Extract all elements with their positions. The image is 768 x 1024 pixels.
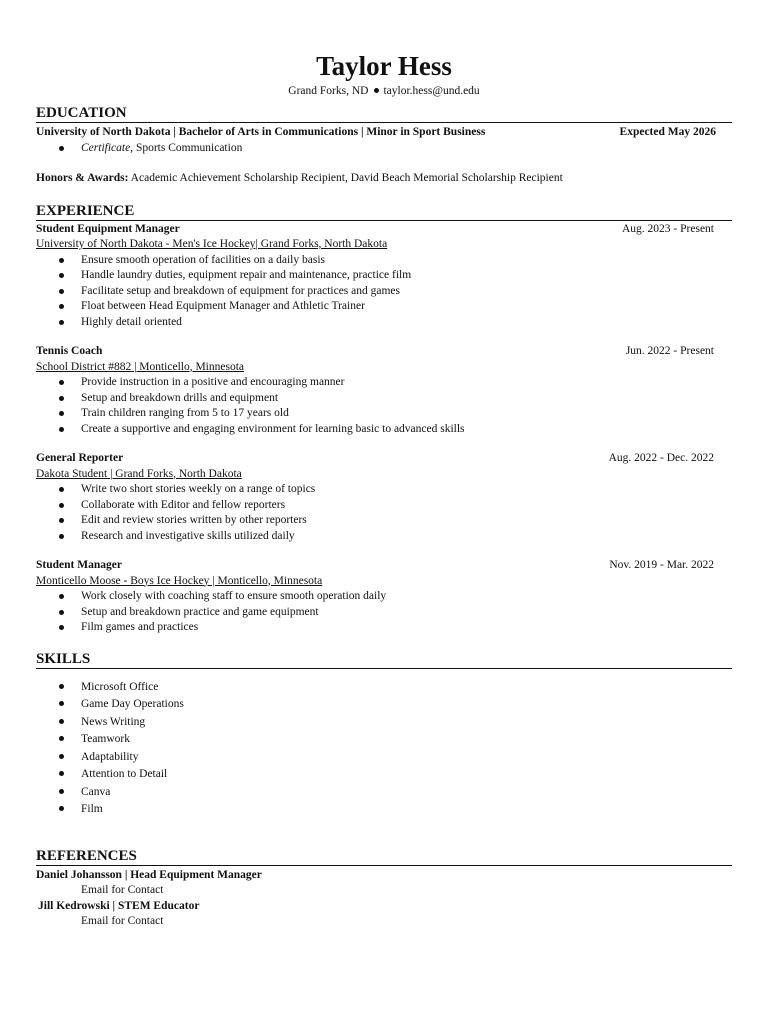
list-item: Handle laundry duties, equipment repair and maintenance, practice film <box>36 268 732 284</box>
bullet-dot-icon <box>374 88 379 93</box>
list-item: Game Day Operations <box>36 696 732 714</box>
email-text: taylor.hess@und.edu <box>383 85 480 97</box>
list-item: Facilitate setup and breakdown of equipment for practices and games <box>36 284 732 300</box>
list-item: Ensure smooth operation of facilities on a daily basis <box>36 253 732 269</box>
list-item: Film games and practices <box>36 620 732 636</box>
list-item: Microsoft Office <box>36 679 732 697</box>
education-date: Expected May 2026 <box>619 126 716 138</box>
reference-name: Daniel Johansson | Head Equipment Manager <box>36 868 262 881</box>
experience-jobs <box>36 222 732 636</box>
education-list <box>36 141 732 157</box>
list-item: Create a supportive and engaging environment for learning basic to advanced skills <box>36 422 732 438</box>
list-item: Provide instruction in a positive and encouraging manner <box>36 375 732 391</box>
list-item: Attention to Detail <box>36 766 732 784</box>
list-item: News Writing <box>36 714 732 732</box>
job-entry <box>36 222 732 331</box>
list-item: Highly detail oriented <box>36 315 732 331</box>
reference-contact: Email for Contact <box>81 915 164 927</box>
job-bullets <box>36 589 732 636</box>
skills-list <box>36 679 732 819</box>
education-school-row <box>36 125 732 141</box>
list-item: Edit and review stories written by other reporters <box>36 513 732 529</box>
job-role: General Reporter <box>36 452 124 464</box>
list-item: Adaptability <box>36 749 732 767</box>
certificate-value: Sports Communication <box>133 141 243 154</box>
honors-value: Academic Achievement Scholarship Recipient, David Beach Memorial Scholarship Recipient <box>128 172 563 184</box>
references-section <box>36 847 732 930</box>
certificate-label: Certificate, <box>81 141 134 154</box>
job-role: Student Equipment Manager <box>36 222 180 235</box>
job-date: Nov. 2019 - Mar. 2022 <box>609 559 714 571</box>
candidate-name: Taylor Hess <box>316 51 452 81</box>
contact-line <box>36 84 732 98</box>
references-heading: REFERENCES <box>36 847 732 866</box>
job-date: Aug. 2023 - Present <box>622 222 714 235</box>
list-item: Train children ranging from 5 to 17 years old <box>36 406 732 422</box>
job-entry <box>36 558 732 636</box>
job-date: Aug. 2022 - Dec. 2022 <box>608 452 714 464</box>
job-bullets <box>36 482 732 544</box>
list-item: Canva <box>36 784 732 802</box>
reference-name: Jill Kedrowski | STEM Educator <box>38 899 200 912</box>
education-school: University of North Dakota | Bachelor of Arts in Communications | Minor in Sport Business <box>36 126 486 138</box>
experience-heading: EXPERIENCE <box>36 202 732 221</box>
list-item <box>36 141 732 157</box>
list-item: Setup and breakdown practice and game equipment <box>36 605 732 621</box>
education-heading: EDUCATION <box>36 104 732 123</box>
skills-section <box>36 650 732 819</box>
list-item: Float between Head Equipment Manager and Athletic Trainer <box>36 299 732 315</box>
job-date: Jun. 2022 - Present <box>625 345 714 357</box>
list-item: Work closely with coaching staff to ensure smooth operation daily <box>36 589 732 605</box>
education-section <box>36 104 732 187</box>
honors-line <box>36 171 732 187</box>
honors-label: Honors & Awards: <box>36 172 129 184</box>
job-org: University of North Dakota - Men's Ice Hockey| Grand Forks, North Dakota <box>36 238 388 250</box>
job-entry <box>36 451 732 544</box>
list-item: Write two short stories weekly on a range of topics <box>36 482 732 498</box>
job-bullets <box>36 253 732 331</box>
list-item: Collaborate with Editor and fellow reporters <box>36 498 732 514</box>
job-role: Tennis Coach <box>36 345 103 357</box>
reference-contact: Email for Contact <box>81 884 164 896</box>
experience-section <box>36 202 732 636</box>
list-item: Research and investigative skills utilized daily <box>36 529 732 545</box>
skills-heading: SKILLS <box>36 650 732 669</box>
job-org: School District #882 | Monticello, Minnesota <box>36 360 245 373</box>
job-org: Dakota Student | Grand Forks, North Dakota <box>36 467 242 480</box>
job-org: Monticello Moose - Boys Ice Hockey | Monticello, Minnesota <box>36 574 323 587</box>
job-bullets <box>36 375 732 437</box>
location-text: Grand Forks, ND <box>288 85 369 97</box>
job-role: Student Manager <box>36 559 122 571</box>
job-entry <box>36 344 732 437</box>
resume-page <box>36 50 732 930</box>
list-item: Film <box>36 801 732 819</box>
list-item: Setup and breakdown drills and equipment <box>36 391 732 407</box>
list-item: Teamwork <box>36 731 732 749</box>
resume-header <box>36 50 732 98</box>
